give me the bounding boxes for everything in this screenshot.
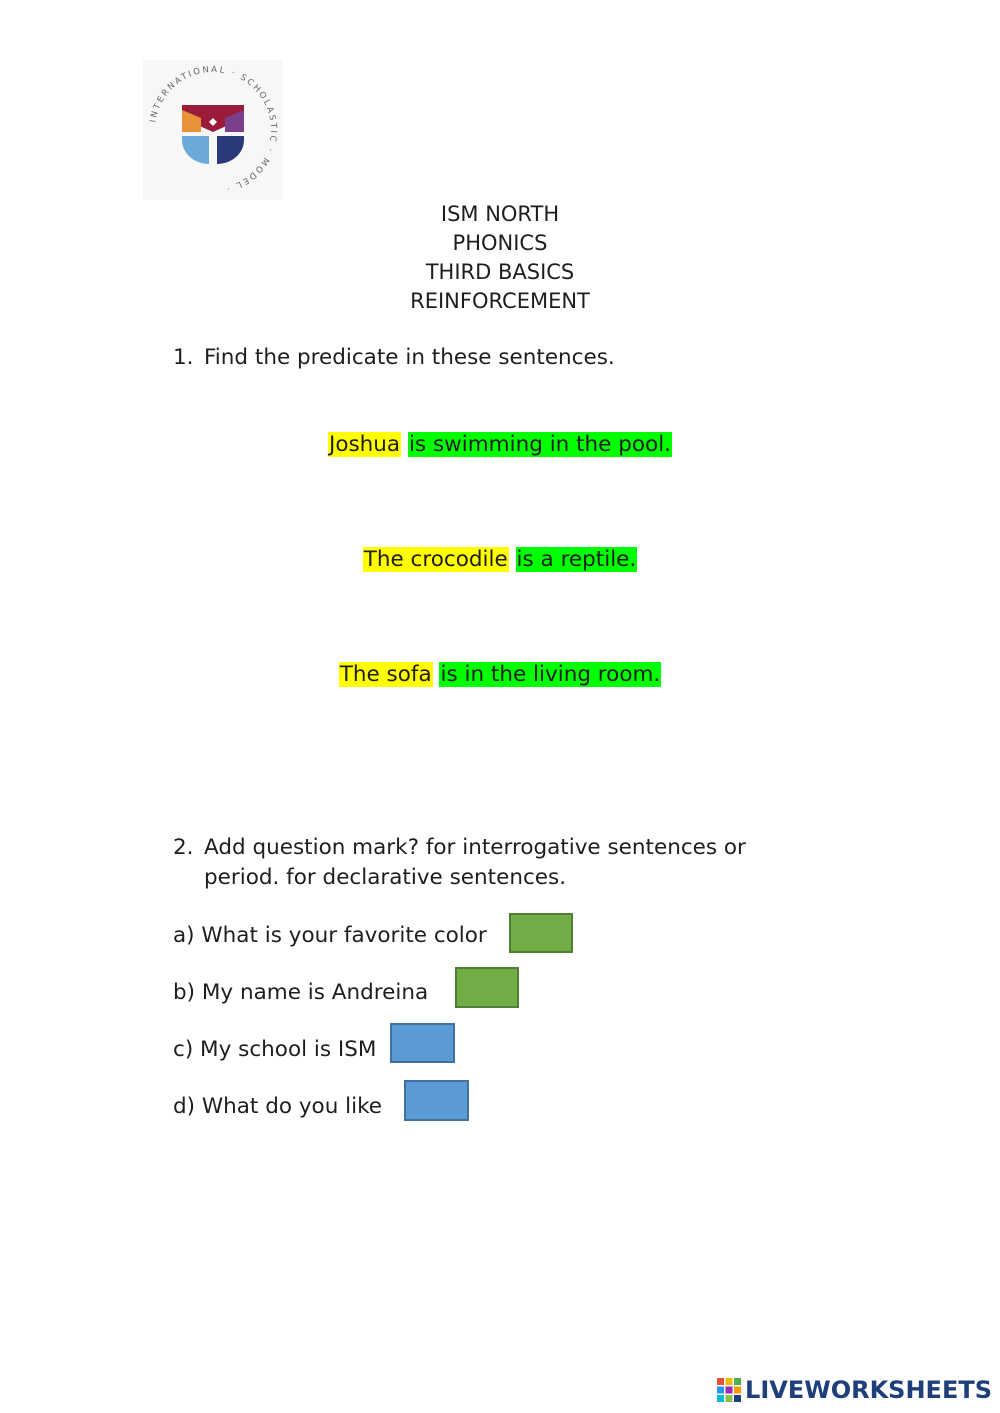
item-b-label: b) My name is Andreina	[173, 980, 429, 1005]
ism-crest-icon	[143, 60, 283, 200]
header-school: ISM NORTH	[440, 202, 560, 226]
svg-text:INTERNATIONAL · SCHOLASTIC · M: INTERNATIONAL · SCHOLASTIC · MODEL ·	[148, 64, 279, 194]
predicate-highlight[interactable]: is a reptile.	[516, 547, 637, 572]
school-logo	[143, 60, 283, 200]
answer-box-b[interactable]	[455, 967, 519, 1008]
question-text-line1: Add question mark? for interrogative sentences or	[204, 835, 746, 860]
predicate-highlight[interactable]: is swimming in the pool.	[408, 432, 672, 457]
sentence-1[interactable]	[0, 431, 1000, 459]
question-text: Find the predicate in these sentences.	[204, 345, 615, 370]
answer-box-c[interactable]	[390, 1023, 455, 1063]
liveworksheets-branding[interactable]	[716, 1375, 992, 1405]
item-d-label: d) What do you like	[173, 1094, 383, 1119]
question-number: 2.	[173, 835, 194, 860]
header-type: REINFORCEMENT	[410, 289, 590, 313]
worksheet-header	[0, 200, 1000, 316]
answer-box-d[interactable]	[404, 1080, 469, 1121]
header-grade: THIRD BASICS	[425, 260, 575, 284]
header-subject: PHONICS	[452, 231, 548, 255]
liveworksheets-logo-icon	[716, 1377, 742, 1403]
item-a-label: a) What is your favorite color	[173, 923, 487, 948]
item-c-label: c) My school is ISM	[173, 1037, 377, 1062]
predicate-highlight[interactable]: is in the living room.	[440, 662, 661, 687]
answer-box-a[interactable]	[509, 913, 573, 953]
subject-highlight[interactable]: The sofa	[339, 662, 432, 687]
subject-highlight[interactable]: Joshua	[328, 432, 401, 457]
question-text-line2: period. for declarative sentences.	[204, 865, 567, 890]
brand-name: LIVEWORKSHEETS	[745, 1376, 992, 1404]
sentence-3[interactable]	[0, 661, 1000, 689]
sentence-2[interactable]	[0, 546, 1000, 574]
question-number: 1.	[173, 345, 194, 370]
subject-highlight[interactable]: The crocodile	[363, 547, 508, 572]
